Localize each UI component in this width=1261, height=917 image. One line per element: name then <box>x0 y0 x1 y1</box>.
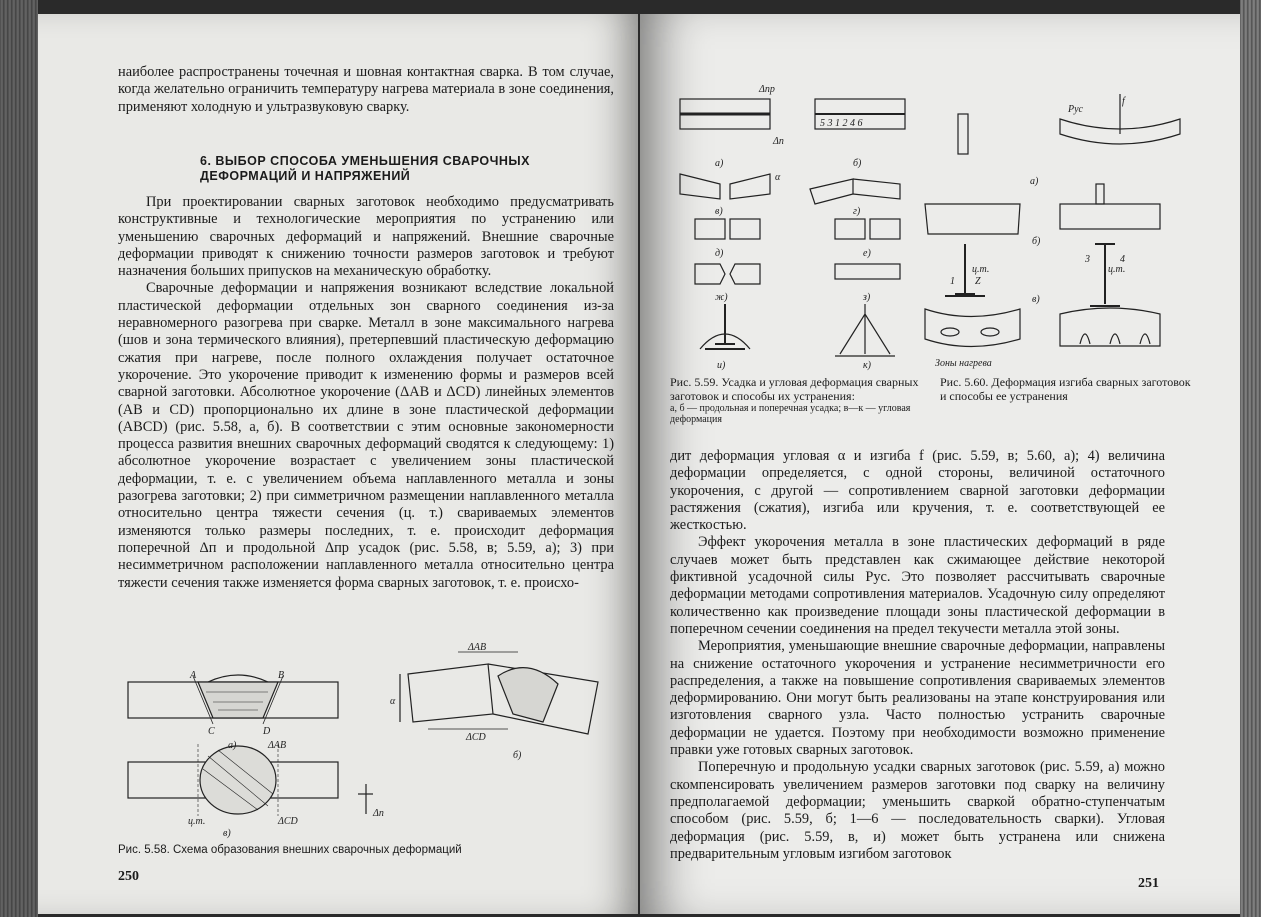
fig59-label-k: к) <box>863 360 872 371</box>
label-B: B <box>278 670 285 681</box>
fig59-dn: Δп <box>773 136 784 147</box>
page-number-right: 251 <box>1138 876 1159 891</box>
figure-5-58 <box>128 644 598 839</box>
heading-line-2: ДЕФОРМАЦИЙ И НАПРЯЖЕНИЙ <box>200 169 411 183</box>
figure-5-59-caption <box>670 376 925 425</box>
fig59-sequence: 5 3 1 2 4 6 <box>820 118 863 129</box>
fig59-label-v: в) <box>715 206 723 217</box>
left-top-paragraph <box>118 64 614 116</box>
page-edges-right <box>1240 0 1261 917</box>
label-ct: ц.т. <box>188 816 206 827</box>
label-dAB: ΔAB <box>268 740 287 751</box>
fig59-label-g: г) <box>853 206 861 217</box>
fig60-z: Z <box>975 276 981 287</box>
fig60-n4: 4 <box>1120 254 1125 265</box>
fig58a-weld <box>198 682 278 718</box>
label-v: в) <box>223 828 231 839</box>
figure-5-60 <box>920 74 1200 369</box>
fig59-caption-title: Рис. 5.59. Усадка и угловая деформация сварных заготовок и способы их устранения: <box>670 375 919 403</box>
fig60-ct-2: ц.т. <box>1108 264 1126 275</box>
right-page <box>640 14 1240 914</box>
paragraph-3: Мероприятия, уменьшающие внешние сварочные деформации, направлены на снижение остаточного укорочения и устранение несимметричности его распределения, а также на повышение сопротивления свариваемых элементов деформированию. Они могут быть реализованы на этапе конструирования или изготовления сварного узла. Часто полностью устранить сварочные деформации не удается. Поэтому при необходимости возможно применение правки уже готовых сварных заготовок. <box>670 638 1165 759</box>
label-a: а) <box>228 740 237 751</box>
fig59-caption-note: а, б — продольная и поперечная усадка; в—к — угловая деформация <box>670 403 911 425</box>
fig59-label-b: б) <box>853 158 862 169</box>
figure-5-60-caption: Рис. 5.60. Деформация изгиба сварных заготовок и способы ее устранения <box>940 375 1191 403</box>
paragraph-text: наиболее распространены точечная и шовная контактная сварка. В том случае, когда желательно ограничить температуру нагрева материала в зоне соединения, применяют холодную и ультразвуковую сварку. <box>118 64 614 115</box>
fig58b-left-plate <box>408 664 493 722</box>
label-b: б) <box>513 750 522 761</box>
paragraph-4: Поперечную и продольную усадки сварных заготовок (рис. 5.59, а) можно скомпенсировать увеличением размеров заготовки под сварку на величину предполагаемой деформации; уменьшить сваркой обратно-ступенчатым способом (рис. 5.59, б; 1—6 — последовательность сварки). Угловая деформация (рис. 5.59, в, и) может быть устранена или снижена предварительным угловым изгибом заготовок <box>670 759 1165 862</box>
fig59-label-d: д) <box>715 248 724 259</box>
label-dCD-b: ΔCD <box>466 732 486 743</box>
fig60-n3: 3 <box>1085 254 1090 265</box>
fig59-label-i: и) <box>717 360 726 371</box>
right-body-text <box>670 448 1165 863</box>
label-dn: Δп <box>373 808 384 819</box>
fig60-n1: 1 <box>950 276 955 287</box>
page-number-left: 250 <box>118 869 139 884</box>
fig60-ct-1: ц.т. <box>972 264 990 275</box>
label-D: D <box>263 726 271 737</box>
label-dAB-b: ΔAB <box>468 642 487 653</box>
fig59-dpr: Δпр <box>759 84 775 95</box>
label-alpha: α <box>390 696 396 707</box>
label-A: A <box>190 670 197 681</box>
fig59-label-zh: ж) <box>715 292 728 303</box>
fig60-label-a: а) <box>1030 176 1039 187</box>
fig59-label-e: е) <box>863 248 871 259</box>
fig60-label-v: в) <box>1032 294 1040 305</box>
left-body-text <box>118 194 614 592</box>
paragraph-2: Сварочные деформации и напряжения возникают вследствие локальной пластической деформации отдельных зон сварного соединения из-за неравномерного разогрева при сварке. Металл в зоне максимального нагрева (шов и зона термического влияния), претерпевший пластическую деформацию сжатия при нагреве, после полного охлаждения получает остаточное укорочение. Это укорочение приводит к изменению формы и размеров всей сварной заготовки. Абсолютное укорочение (ΔAB и ΔCD) линейных элементов (AB и CD) пропорционально их длине в зоне пластической деформации (ABCD) (рис. 5.58, a, б). В соответствии с этим основные закономерности процесса развития внешних сварочных деформаций сводятся к следующему: 1) абсолютное укорочение возрастает с увеличением зоны пластической деформации, т. е. с увеличением объема наплавленного металла и зоны разогрева заготовки; 2) при симметричном размещении наплавленного металла относительно центра тяжести сечения (ц. т.) свариваемых элементов изменяются только размеры последних, т. е. происходит деформация поперечной Δп и продольной Δпр усадок (рис. 5.58, в; 5.59, a); 3) при несимметричном расположении наплавленного металла относительно центра тяжести сечения также изменяется форма сварных заготовок, т. е. происхо- <box>118 280 614 591</box>
left-page <box>38 14 638 914</box>
paragraph-1: При проектировании сварных заготовок необходимо предусматривать конструктивные и технологические мероприятия по устранению или уменьшению сварочных деформаций и напряжений. Внешние сварочные деформации приводят к снижению точности размеров заготовок и требуют назначения больших припусков на механическую обработку. <box>118 194 614 280</box>
fig59-label-z: з) <box>863 292 871 303</box>
fig59-alpha: α <box>775 172 781 183</box>
label-dCD-v: ΔCD <box>278 816 298 827</box>
page-edges-left <box>0 0 38 917</box>
fig60-label-b: б) <box>1032 236 1041 247</box>
fig60-f: f <box>1122 96 1125 107</box>
label-C: C <box>208 726 215 737</box>
paragraph-1: дит деформация угловая α и изгиба f (рис. 5.59, в; 5.60, а); 4) величина деформации определяется, с одной стороны, величиной остаточного укорочения, с другой — сопротивлением сварной заготовки деформации растяжения (сжатия), изгиба или кручения, т. е. соответствующей ее жесткостью. <box>670 448 1165 534</box>
figure-5-58-caption: Рис. 5.58. Схема образования внешних сварочных деформаций <box>118 844 462 856</box>
fig60-zones: Зоны нагрева <box>935 358 992 369</box>
fig58v-zone <box>200 746 276 814</box>
section-heading <box>200 154 600 184</box>
paragraph-2: Эффект укорочения металла в зоне пластических деформаций в ряде случаев может быть представлен как сжимающее действие некоторой фиктивной усадочной силы Pус. Это позволяет рассчитывать сварочные деформации методами сопротивления материалов. Усадочную силу определяют количественно как произведение площади зоны пластической деформации в поперечном сечении соединения на предел текучести металла этой зоны. <box>670 534 1165 637</box>
figure-5-59 <box>675 74 925 369</box>
fig60-pus: Pус <box>1068 104 1083 115</box>
heading-line-1: 6. ВЫБОР СПОСОБА УМЕНЬШЕНИЯ СВАРОЧНЫХ <box>200 154 531 168</box>
fig59-label-a: а) <box>715 158 724 169</box>
